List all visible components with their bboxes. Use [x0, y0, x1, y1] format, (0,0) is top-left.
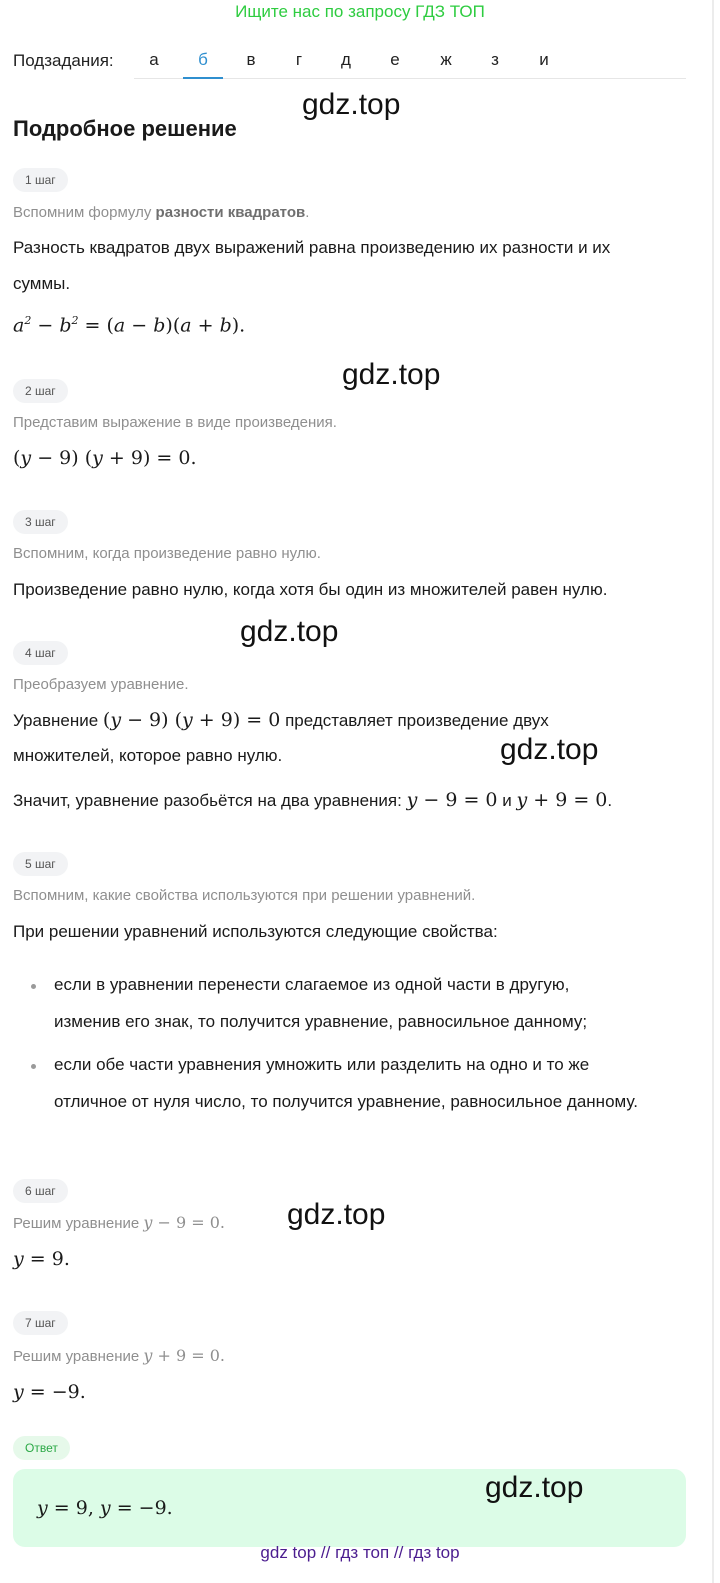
tab-i[interactable]: и	[539, 50, 549, 69]
tab-b-active[interactable]: б	[198, 50, 208, 69]
answer-badge: Ответ	[13, 1436, 70, 1460]
subtasks-label: Подзадания:	[13, 51, 114, 70]
search-banner: Ищите нас по запросу ГДЗ ТОП	[235, 2, 485, 21]
step-hint: Представим выражение в виде произведения.	[13, 414, 337, 431]
answer-formula: y = 9, y = −9.	[37, 1497, 173, 1519]
step-text: При решении уравнений используются следующие свойства:	[13, 922, 498, 941]
step-badge: 1 шаг	[13, 168, 68, 192]
step-badge: 6 шаг	[13, 1179, 68, 1203]
bullet-icon	[31, 1064, 36, 1069]
tab-g[interactable]: г	[295, 50, 303, 69]
step-text: Разность квадратов двух выражений равна произведению их разности и их	[13, 238, 611, 257]
list-item: если в уравнении перенести слагаемое из одной части в другую,	[54, 975, 570, 994]
step-hint: Преобразуем уравнение.	[13, 676, 189, 693]
step-hint: Решим уравнение y + 9 = 0.	[13, 1346, 226, 1365]
watermark: gdz.top	[240, 615, 339, 648]
step-hint: Вспомним, когда произведение равно нулю.	[13, 545, 321, 562]
page-title: Подробное решение	[13, 116, 237, 141]
watermark: gdz.top	[500, 733, 599, 766]
tab-z[interactable]: з	[491, 50, 499, 69]
watermark: gdz.top	[485, 1471, 584, 1504]
watermark: gdz.top	[287, 1198, 386, 1231]
formula: y = 9.	[13, 1248, 70, 1270]
tab-a[interactable]: а	[149, 50, 159, 69]
step-hint: Вспомним формулу разности квадратов.	[13, 204, 310, 221]
step-text: множителей, которое равно нулю.	[13, 746, 283, 765]
watermark: gdz.top	[302, 88, 401, 121]
formula: $a^2 - b^2 = (a - b)(a + b)$.	[13, 314, 246, 337]
list-item: отличное от нуля число, то получится уравнение, равносильное данному.	[54, 1092, 638, 1111]
step-text: Значит, уравнение разобьётся на два уравнения: y − 9 = 0 и y + 9 = 0.	[13, 789, 613, 811]
step-badge: 7 шаг	[13, 1311, 68, 1335]
tab-zh[interactable]: ж	[440, 50, 452, 69]
active-tab-indicator	[183, 77, 223, 79]
step-hint: Решим уравнение y − 9 = 0.	[13, 1213, 226, 1232]
step-badge: 5 шаг	[13, 852, 68, 876]
step-text: Произведение равно нулю, когда хотя бы один из множителей равен нулю.	[13, 580, 608, 599]
tab-e[interactable]: е	[390, 50, 400, 69]
formula: y = −9.	[13, 1381, 86, 1403]
bullet-icon	[31, 984, 36, 989]
scrollbar[interactable]	[712, 0, 714, 1583]
step-text: суммы.	[13, 274, 71, 293]
tab-d[interactable]: д	[341, 50, 351, 69]
step-badge: 3 шаг	[13, 510, 68, 534]
list-item: если обе части уравнения умножить или разделить на одно и то же	[54, 1055, 590, 1074]
step-hint: Вспомним, какие свойства используются при решении уравнений.	[13, 887, 476, 904]
tab-v[interactable]: в	[246, 50, 256, 69]
step-text: Уравнение (y − 9) (y + 9) = 0 представляет произведение двух	[13, 709, 549, 731]
footer-links[interactable]: gdz top // гдз топ // гдз top	[260, 1543, 460, 1562]
watermark: gdz.top	[342, 358, 441, 391]
step-badge: 4 шаг	[13, 641, 68, 665]
list-item: изменив его знак, то получится уравнение, равносильное данному;	[54, 1012, 588, 1031]
formula: (y − 9) (y + 9) = 0.	[13, 447, 197, 469]
step-badge: 2 шаг	[13, 379, 68, 403]
